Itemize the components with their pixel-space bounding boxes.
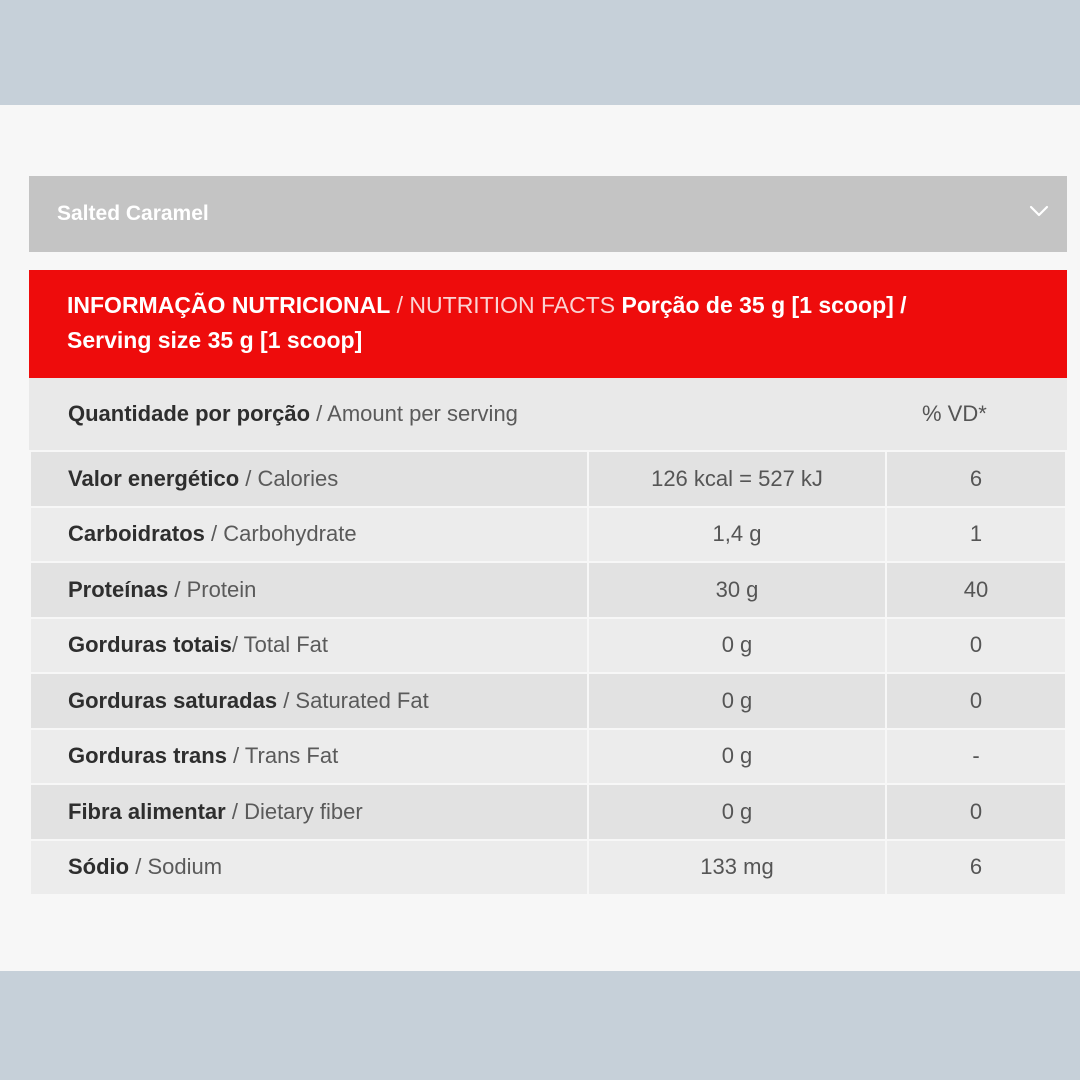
table-row [30, 673, 1066, 729]
nutrient-daily-value: 40 [886, 562, 1066, 618]
nutrient-amount: 0 g [588, 729, 886, 785]
nutrient-name-pt: Sódio [68, 854, 130, 880]
nutrient-name-cell [30, 729, 588, 785]
nutrient-name-cell [30, 562, 588, 618]
nutrient-name-pt: Gorduras saturadas [68, 687, 278, 713]
nutrient-name-pt: Carboidratos [68, 521, 205, 547]
table-row [30, 840, 1066, 896]
nutrient-name-pt: Fibra alimentar [68, 798, 226, 824]
header-title-pt: INFORMAÇÃO NUTRICIONAL [67, 292, 391, 318]
table-row [30, 507, 1066, 563]
nutrient-amount: 133 mg [588, 840, 886, 896]
nutrient-daily-value: 1 [886, 507, 1066, 563]
nutrient-amount: 30 g [588, 562, 886, 618]
flavor-title: Salted Caramel [57, 202, 209, 225]
table-row [30, 562, 1066, 618]
nutrient-name-en: Total Fat [243, 632, 329, 658]
chevron-down-icon[interactable] [1029, 204, 1049, 218]
nutrient-name-en: Carbohydrate [223, 521, 357, 547]
table-row [30, 784, 1066, 840]
nutrient-name-cell [30, 507, 588, 563]
nutrient-amount: 0 g [588, 784, 886, 840]
nutrition-header [29, 270, 1067, 378]
nutrient-separator: / [168, 576, 187, 602]
nutrient-daily-value: - [886, 729, 1066, 785]
header-title-en: NUTRITION FACTS [409, 292, 616, 318]
nutrient-name-en: Saturated Fat [295, 687, 429, 713]
flavor-accordion-toggle[interactable] [29, 176, 1067, 252]
nutrient-separator: / [225, 798, 245, 824]
nutrient-name-cell [30, 618, 588, 674]
amount-label-pt: Quantidade por porção [68, 401, 311, 426]
amount-label-en: Amount per serving [327, 401, 518, 426]
nutrient-separator: / [204, 521, 224, 547]
nutrient-name-cell [30, 451, 588, 507]
header-serving-en: Serving size 35 g [1 scoop] [67, 327, 363, 353]
nutrient-separator: / [129, 854, 148, 880]
daily-value-header: % VD* [922, 401, 987, 426]
table-row [30, 451, 1066, 507]
nutrient-daily-value: 6 [886, 451, 1066, 507]
amount-separator: / [310, 401, 328, 426]
header-separator: / [390, 292, 410, 318]
nutrient-name-cell [30, 673, 588, 729]
table-row [30, 729, 1066, 785]
nutrient-amount: 126 kcal = 527 kJ [588, 451, 886, 507]
content-panel [0, 105, 1080, 971]
header-serving-pt: Porção de 35 g [1 scoop] / [615, 292, 907, 318]
nutrient-amount: 1,4 g [588, 507, 886, 563]
nutrient-daily-value: 6 [886, 840, 1066, 896]
nutrient-daily-value: 0 [886, 618, 1066, 674]
nutrition-table [29, 450, 1067, 896]
nutrient-separator: / [239, 465, 258, 491]
nutrient-name-cell [30, 840, 588, 896]
nutrient-name-en: Dietary fiber [244, 798, 363, 824]
nutrient-name-en: Trans Fat [244, 743, 339, 769]
nutrient-name-pt: Gorduras trans [68, 743, 227, 769]
nutrient-separator: / [231, 632, 244, 658]
nutrient-name-pt: Proteínas [68, 576, 169, 602]
table-row [30, 618, 1066, 674]
nutrient-name-cell [30, 784, 588, 840]
nutrient-daily-value: 0 [886, 673, 1066, 729]
nutrient-separator: / [277, 687, 296, 713]
nutrient-name-pt: Valor energético [68, 465, 240, 491]
nutrient-name-en: Calories [257, 465, 339, 491]
nutrient-separator: / [226, 743, 245, 769]
nutrient-name-en: Sodium [147, 854, 223, 880]
nutrient-daily-value: 0 [886, 784, 1066, 840]
nutrient-name-pt: Gorduras totais [68, 632, 232, 658]
amount-per-serving-row [29, 378, 1067, 450]
nutrient-name-en: Protein [186, 576, 257, 602]
amount-label [68, 400, 518, 428]
nutrient-amount: 0 g [588, 618, 886, 674]
nutrient-amount: 0 g [588, 673, 886, 729]
